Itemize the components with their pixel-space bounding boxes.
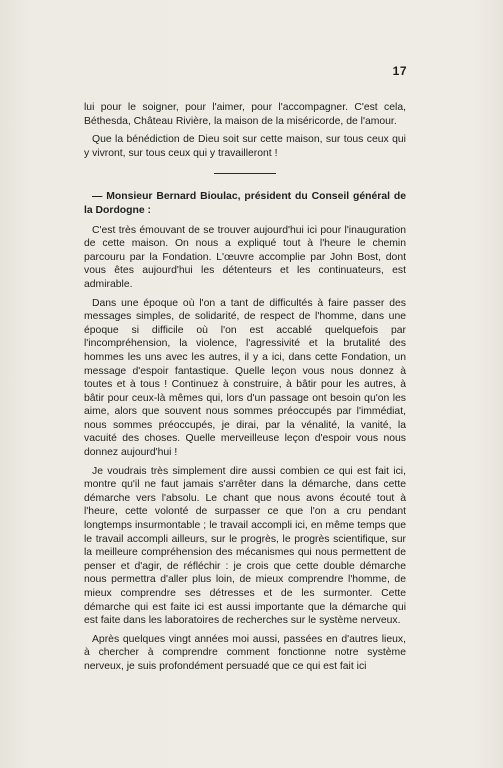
paragraph: Que la bénédiction de Dieu soit sur cette maison, sur tous ceux qui y vivront, sur tous ceux qui y travailleront !: [84, 134, 406, 159]
paragraph: Je voudrais très simplement dire aussi combien ce qui est fait ici, montre qu'il ne faut jamais s'arrêter dans la démarche, dans cette démarche vers l'absolu. Le chant que nous avons écouté tout à l'heure, cette volonté de surpasser ce que l'on a cru pendant longtemps insurmontable ; le travail accompli ici, en même temps que le travail accompli ailleurs, sur le progrès, le progrès scientifique, sur la meilleure compréhension des mécanismes qui nous permettent de penser et d'agir, de réfléchir : je crois que cette double démarche nous permettra d'aller plus loin, de mieux comprendre l'homme, de mieux comprendre ses détresses et de les surmonter. Cette démarche qui est faite ici est aussi importante que la démarche qui est faite dans les laboratoires de recherches sur le système nerveux.: [84, 465, 406, 627]
speaker-heading: — Monsieur Bernard Bioulac, président du Conseil général de la Dordogne :: [84, 191, 406, 216]
paragraph: Après quelques vingt années moi aussi, passées en d'autres lieux, à chercher à comprendre comment fonctionne notre système nerveux, je suis profondément persuadé que ce qui est fait ici: [84, 633, 406, 672]
paragraph: C'est très émouvant de se trouver aujourd'hui ici pour l'inauguration de cette maison. On nous a expliqué tout à l'heure le chemin parcouru par la Fondation. L'œuvre accomplie par John Bost, dont vous êtes aujourd'hui les détenteurs et les continuateurs, est admirable.: [84, 224, 406, 290]
section-divider: [214, 173, 276, 174]
paragraph: Dans une époque où l'on a tant de difficultés à faire passer des messages simples, de solidarité, de respect de l'homme, dans une époque si difficile où l'on est accablé quelquefois par l'incompréhension, la violence, l'agressivité et la brutalité des hommes les uns avec les autres, il y a ici, dans cette Fondation, un message d'espoir fantastique. Quelle leçon vous nous donnez à toutes et à tous ! Continuez à construire, à bâtir pour les autres, à bâtir pour ceux-là mêmes qui, lors d'un passage ont besoin qu'on les aime, alors que souvent nous sommes préoccupés par l'immédiat, nous sommes préoccupés, je dirai, par la vénalité, la vanité, la vacuité des choses. Quelle merveilleuse leçon d'espoir vous nous donnez aujourd'hui !: [84, 297, 406, 459]
page-number: 17: [392, 64, 407, 78]
body-text: [84, 101, 406, 679]
paragraph: lui pour le soigner, pour l'aimer, pour l'accompagner. C'est cela, Béthesda, Château Rivière, la maison de la miséricorde, de l'amour.: [84, 102, 406, 127]
